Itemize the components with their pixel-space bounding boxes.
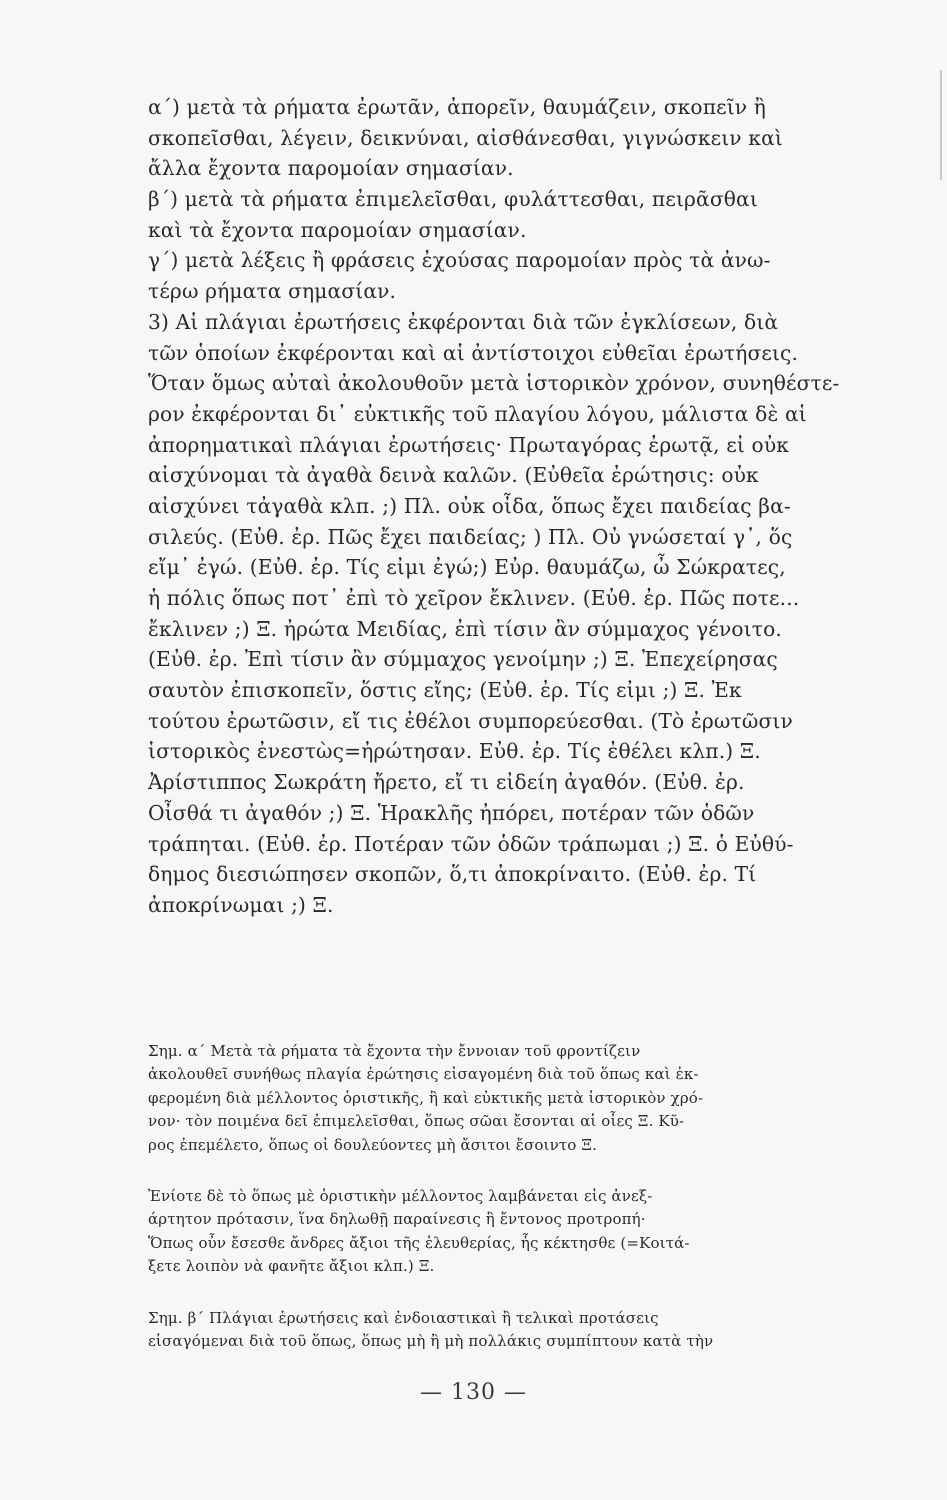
text-line: εἴμ᾽ ἐγώ. (Εὐθ. ἐρ. Τίς εἰμι ἐγώ;) Εὐρ. θαυμάζω, ὦ Σώκρατες, (148, 555, 786, 580)
page-edge-mark (940, 70, 942, 180)
note-line: Ἐνίοτε δὲ τὸ ὅπως μὲ ὁριστικὴν μέλλοντος λαμβάνεται εἰς ἀνεξ- (148, 1186, 653, 1205)
note-line: Σημ. β΄ Πλάγιαι ἐρωτήσεις καὶ ἐνδοιαστικαὶ ἢ τελικαὶ προτάσεις (148, 1308, 659, 1327)
text-line: ἄλλα ἔχοντα παρομοίαν σημασίαν. (148, 156, 514, 181)
text-line: αἰσχύνει τἀγαθὰ κλπ. ;) Πλ. οὐκ οἶδα, ὅπως ἔχει παιδείας βα- (148, 493, 791, 518)
text-line: καὶ τὰ ἔχοντα παρομοίαν σημασίαν. (148, 217, 527, 242)
note-line: νον· τὸν ποιμένα δεῖ ἐπιμελεῖσθαι, ὅπως σῶαι ἔσονται αἱ οἶες Ξ. Κῦ- (148, 1112, 685, 1131)
text-line: ἱστορικὸς ἐνεστὼς=ἠρώτησαν. Εὐθ. ἐρ. Τίς ἐθέλει κλπ.) Ξ. (148, 739, 761, 764)
page-number-text: — 130 — (420, 1380, 527, 1405)
text-line: β΄) μετὰ τὰ ρήματα ἐπιμελεῖσθαι, φυλάττεσθαι, πειρᾶσθαι (148, 187, 758, 212)
paragraph-gap (148, 1157, 903, 1185)
text-line: τράπηται. (Εὐθ. ἐρ. Ποτέραν τῶν ὁδῶν τράπωμαι ;) Ξ. ὁ Εὐθύ- (148, 831, 794, 856)
note-line: ρος ἐπεμέλετο, ὅπως οἱ δουλεύοντες μὴ ἄσιτοι ἔσοιντο Ξ. (148, 1135, 598, 1154)
text-line: σαυτὸν ἐπισκοπεῖν, ὅστις εἴης; (Εὐθ. ἐρ. Τίς εἰμι ;) Ξ. Ἐκ (148, 678, 742, 703)
text-line: ἀποκρίνωμαι ;) Ξ. (148, 892, 334, 917)
text-line: τέρω ρήματα σημασίαν. (148, 279, 397, 304)
text-line: (Εὐθ. ἐρ. Ἐπὶ τίσιν ἂν σύμμαχος γενοίμην ;) Ξ. Ἐπεχείρησας (148, 647, 778, 672)
text-line: γ΄) μετὰ λέξεις ἢ φράσεις ἐχούσας παρομοίαν πρὸς τὰ ἀνω- (148, 248, 771, 273)
text-line: ρον ἐκφέρονται δι᾽ εὐκτικῆς τοῦ πλαγίου λόγου, μάλιστα δὲ αἱ (148, 401, 807, 426)
page-number (0, 1380, 947, 1405)
text-line: Ὅταν ὅμως αὐταὶ ἀκολουθοῦν μετὰ ἱστορικὸν χρόνον, συνηθέστε- (148, 371, 840, 396)
text-line: σκοπεῖσθαι, λέγειν, δεικνύναι, αἰσθάνεσθαι, γιγνώσκειν καὶ (148, 125, 783, 150)
text-line: Οἶσθά τι ἀγαθόν ;) Ξ. Ἡρακλῆς ἠπόρει, ποτέραν τῶν ὁδῶν (148, 800, 755, 825)
notes-block (148, 1040, 903, 1353)
text-line: Ἀρίστιππος Σωκράτη ἤρετο, εἴ τι εἰδείη ἀγαθόν. (Εὐθ. ἐρ. (148, 770, 745, 795)
note-line: εἰσαγόμεναι διὰ τοῦ ὅπως, ὅπως μὴ ἢ μὴ πολλάκις συμπίπτουν κατὰ τὴν (148, 1331, 714, 1350)
text-line: 3) Αἱ πλάγιαι ἐρωτήσεις ἐκφέρονται διὰ τῶν ἐγκλίσεων, διὰ (148, 309, 779, 334)
text-line: τούτου ἐρωτῶσιν, εἴ τις ἐθέλοι συμπορεύεσθαι. (Τὸ ἐρωτῶσιν (148, 708, 793, 733)
note-line: άρτητον πρότασιν, ἵνα δηλωθῇ παραίνεσις ἢ ἔντονος προτροπή· (148, 1210, 646, 1229)
text-line: ἔκλινεν ;) Ξ. ἠρώτα Μειδίας, ἐπὶ τίσιν ἂν σύμμαχος γένοιτο. (148, 616, 782, 641)
note-line: φερομένη διὰ μέλλοντος ὁριστικῆς, ἢ καὶ εὐκτικῆς μετὰ ἱστορικὸν χρό- (148, 1088, 704, 1107)
note-line: Ὅπως οὖν ἔσεσθε ἄνδρες ἄξιοι τῆς ἐλευθερίας, ἧς κέκτησθε (=Κοιτά- (148, 1233, 690, 1252)
paragraph-gap (148, 1279, 903, 1307)
text-line: αἰσχύνομαι τὰ ἀγαθὰ δεινὰ καλῶν. (Εὐθεῖα ἐρώτησις: οὐκ (148, 463, 759, 488)
note-line: ξετε λοιπὸν νὰ φανῆτε ἄξιοι κλπ.) Ξ. (148, 1257, 435, 1276)
text-line: σιλεύς. (Εὐθ. ἐρ. Πῶς ἔχει παιδείας; ) Πλ. Οὐ γνώσεταί γ᾽, ὅς (148, 524, 793, 549)
text-line: ἀπορηματικαὶ πλάγιαι ἐρωτήσεις· Πρωταγόρας ἐρωτᾷ, εἰ οὐκ (148, 432, 790, 457)
text-line: τῶν ὁποίων ἐκφέρονται καὶ αἱ ἀντίστοιχοι εὐθεῖαι ἐρωτήσεις. (148, 340, 799, 365)
text-line: ἡ πόλις ὅπως ποτ᾽ ἐπὶ τὸ χεῖρον ἔκλινεν. (Εὐθ. ἐρ. Πῶς ποτε... (148, 586, 800, 610)
note-line: ἀκολουθεῖ συνήθως πλαγία ἐρώτησις εἰσαγομένη διὰ τοῦ ὅπως καὶ ἐκ- (148, 1065, 699, 1084)
text-line: α΄) μετὰ τὰ ρήματα ἐρωτᾶν, ἀπορεῖν, θαυμάζειν, σκοπεῖν ἢ (148, 95, 767, 119)
text-line: δημος διεσιώπησεν σκοπῶν, ὅ,τι ἀποκρίναιτο. (Εὐθ. ἐρ. Τί (148, 862, 757, 887)
note-line: Σημ. α΄ Μετὰ τὰ ρήματα τὰ ἔχοντα τὴν ἔννοιαν τοῦ φροντίζειν (148, 1042, 641, 1060)
main-text-block (148, 92, 903, 921)
